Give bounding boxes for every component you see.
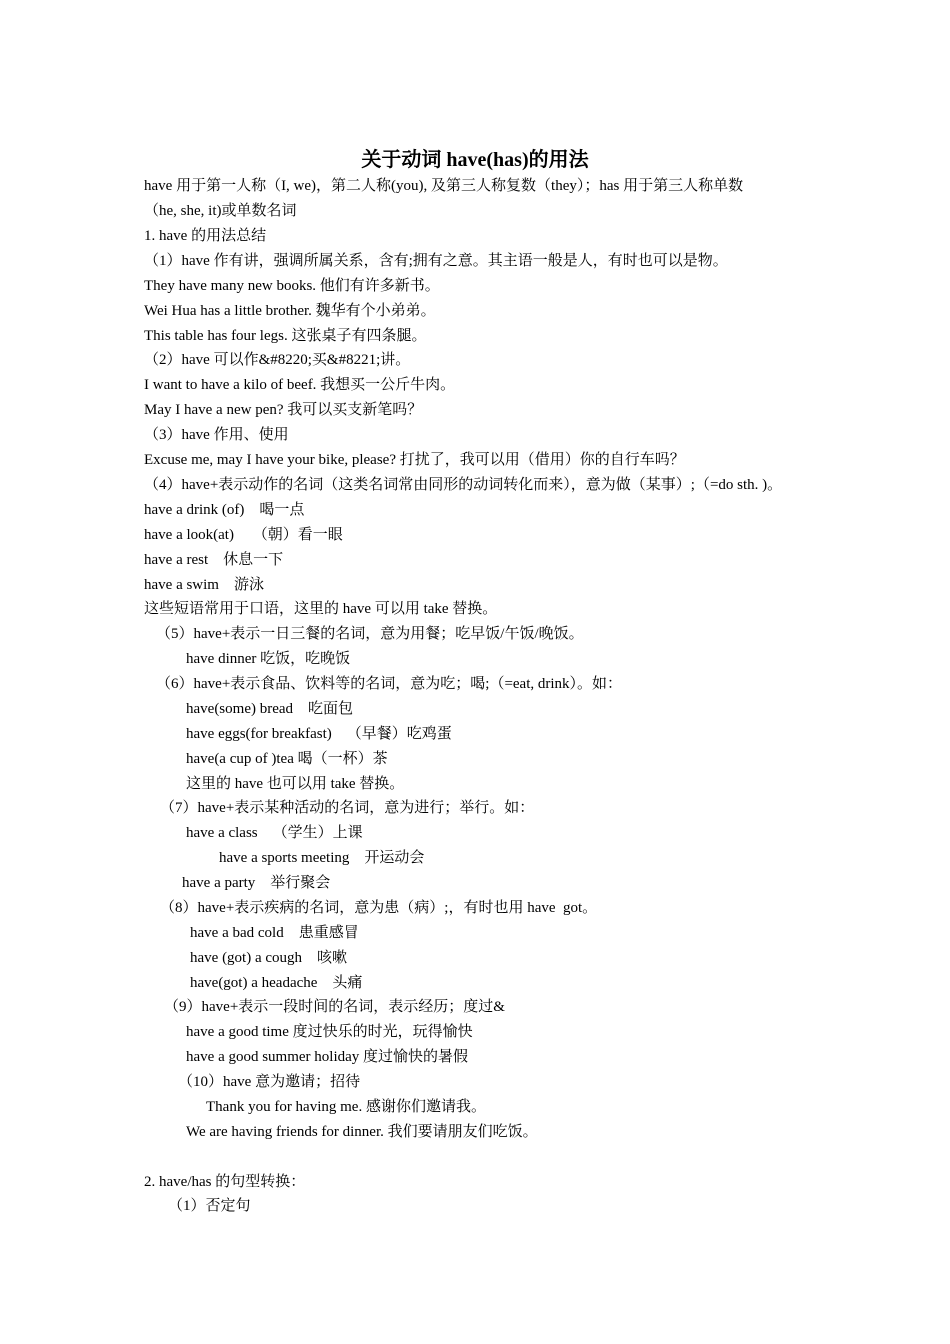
section-heading: 1. have 的用法总结 — [144, 228, 267, 244]
phrase-line: have a party 举行聚会 — [182, 875, 331, 891]
text-line: 这里的 have 也可以用 take 替换。 — [186, 776, 405, 792]
example-line: I want to have a kilo of beef. 我想买一公斤牛肉。 — [144, 377, 456, 393]
phrase-line: have(got) a headache 头痛 — [190, 975, 363, 991]
phrase-line: have a class （学生）上课 — [186, 825, 363, 841]
phrase-line: have(a cup of )tea 喝（一杯）茶 — [186, 751, 388, 767]
example-line: This table has four legs. 这张桌子有四条腿。 — [144, 328, 427, 344]
phrase-line: have a drink (of) 喝一点 — [144, 502, 305, 518]
phrase-line: have (got) a cough 咳嗽 — [190, 950, 348, 966]
phrase-line: have(some) bread 吃面包 — [186, 701, 354, 717]
example-line: Excuse me, may I have your bike, please? 打扰了，我可以用（借用）你的自行车吗？ — [144, 452, 685, 468]
document-title: 关于动词 have(has)的用法 — [361, 149, 589, 171]
phrase-line: have a bad cold 患重感冒 — [190, 925, 359, 941]
text-line: （6）have+表示食品、饮料等的名词，意为吃；喝;（=eat, drink）。如： — [156, 676, 623, 692]
example-line: Wei Hua has a little brother. 魏华有个小弟弟。 — [144, 303, 436, 319]
phrase-line: have a look(at) （朝）看一眼 — [144, 527, 343, 543]
text-line: （4）have+表示动作的名词（这类名词常由同形的动词转化而来），意为做（某事）;（=do sth. )。 — [144, 477, 783, 493]
text-line: （1）have 作有讲，强调所属关系，含有;拥有之意。其主语一般是人，有时也可以是物。 — [144, 253, 728, 269]
text-line: have 用于第一人称（I, we)，第二人称(you), 及第三人称复数（they）；has 用于第三人称单数 — [144, 178, 744, 194]
text-line: （9）have+表示一段时间的名词，表示经历；度过& — [164, 999, 505, 1015]
phrase-line: have eggs(for breakfast) （早餐）吃鸡蛋 — [186, 726, 452, 742]
phrase-line: have a good time 度过快乐的时光，玩得愉快 — [186, 1024, 473, 1040]
text-line: （1）否定句 — [168, 1198, 251, 1214]
phrase-line: have a rest 休息一下 — [144, 552, 284, 568]
text-line: （5）have+表示一日三餐的名词，意为用餐；吃早饭/午饭/晚饭。 — [156, 626, 584, 642]
phrase-line: have dinner 吃饭，吃晚饭 — [186, 651, 351, 667]
phrase-line: have a good summer holiday 度过愉快的暑假 — [186, 1049, 469, 1065]
text-line: （3）have 作用、使用 — [144, 427, 289, 443]
text-line: （2）have 可以作&#8220;买&#8221;讲。 — [144, 352, 411, 368]
text-line: （10）have 意为邀请；招待 — [178, 1074, 361, 1090]
example-line: They have many new books. 他们有许多新书。 — [144, 278, 440, 294]
text-line: 这些短语常用于口语，这里的 have 可以用 take 替换。 — [144, 601, 498, 617]
example-line: Thank you for having me. 感谢你们邀请我。 — [206, 1099, 486, 1115]
example-line: We are having friends for dinner. 我们要请朋友们吃饭。 — [186, 1124, 538, 1140]
phrase-line: have a swim 游泳 — [144, 577, 264, 593]
section-heading: 2. have/has 的句型转换： — [144, 1174, 306, 1190]
text-line: （7）have+表示某种活动的名词，意为进行；举行。如： — [160, 800, 535, 816]
text-line: （8）have+表示疾病的名词，意为患（病）;，有时也用 have got。 — [160, 900, 598, 916]
text-line: （he, she, it)或单数名词 — [144, 203, 297, 219]
phrase-line: have a sports meeting 开运动会 — [219, 850, 425, 866]
example-line: May I have a new pen? 我可以买支新笔吗？ — [144, 402, 423, 418]
